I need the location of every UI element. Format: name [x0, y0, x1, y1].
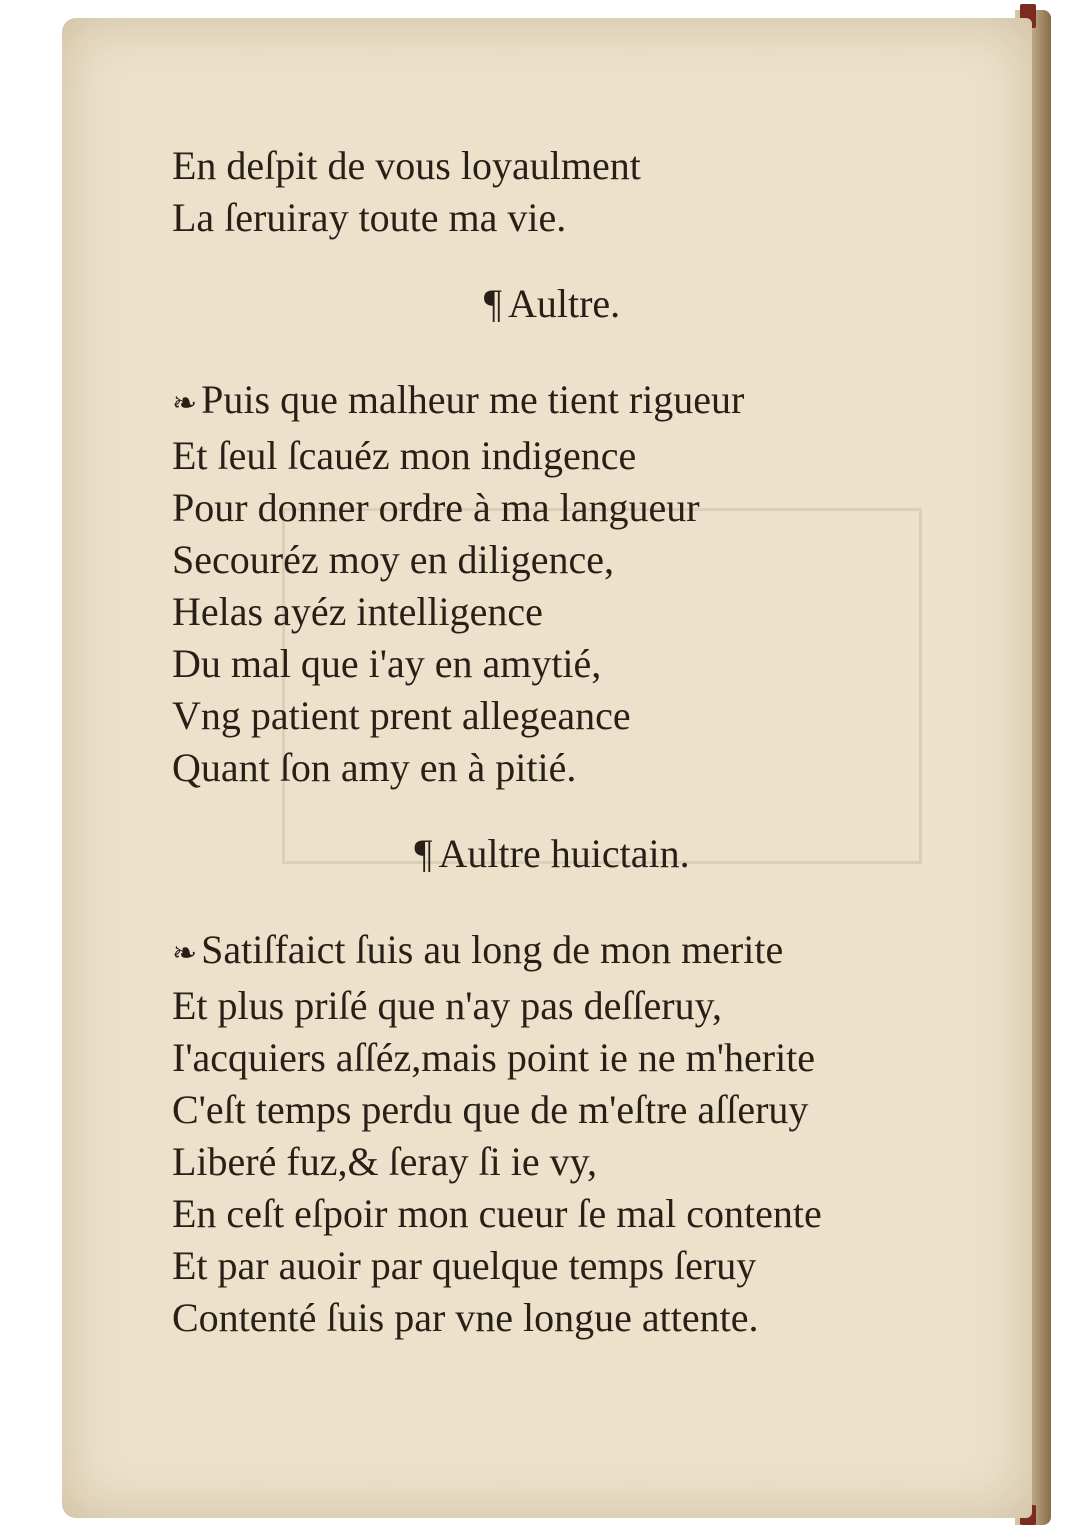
pilcrow-icon: ¶: [483, 281, 502, 326]
continued-stanza: [172, 140, 932, 244]
heading-text: Aultre huictain.: [438, 831, 690, 876]
poem-text: [172, 140, 932, 1344]
heading-text: Aultre.: [507, 281, 621, 326]
section-heading-aultre: [172, 278, 932, 330]
verse-line: Contenté ſuis par vne longue attente.: [172, 1295, 759, 1340]
stanza-1: [172, 374, 932, 794]
verse-line: Du mal que i'ay en amytié,: [172, 641, 602, 686]
stanza-2: [172, 924, 932, 1344]
verse-line: Helas ayéz intelligence: [172, 589, 543, 634]
fleuron-icon: ❧: [172, 937, 198, 970]
verse-line: Et ſeul ſcauéz mon indigence: [172, 433, 637, 478]
pilcrow-icon: ¶: [414, 831, 433, 876]
verse-line: Vng patient prent allegeance: [172, 693, 631, 738]
verse-line: Secouréz moy en diligence,: [172, 537, 615, 582]
verse-line: Quant ſon amy en à pitié.: [172, 745, 577, 790]
verse-line: La ſeruiray toute ma vie.: [172, 195, 567, 240]
fleuron-icon: ❧: [172, 387, 198, 420]
verse-line: Liberé fuz,& ſeray ſi ie vy,: [172, 1139, 597, 1184]
verse-line: ❧ Puis que malheur me tient rigueur: [172, 377, 745, 422]
verse-line: En deſpit de vous loyaulment: [172, 143, 641, 188]
verse-line: Et par auoir par quelque temps ſeruy: [172, 1243, 757, 1288]
verse-line: C'eſt temps perdu que de m'eſtre aſſeruy: [172, 1087, 809, 1132]
verse-line: ❧ Satiſfaict ſuis au long de mon merite: [172, 927, 784, 972]
verse-line: Pour donner ordre à ma langueur: [172, 485, 700, 530]
verse-line: Et plus priſé que n'ay pas deſſeruy,: [172, 983, 723, 1028]
verse-line: I'acquiers aſſéz,mais point ie ne m'herite: [172, 1035, 816, 1080]
verse-line: En ceſt eſpoir mon cueur ſe mal contente: [172, 1191, 822, 1236]
section-heading-aultre-huictain: [172, 828, 932, 880]
